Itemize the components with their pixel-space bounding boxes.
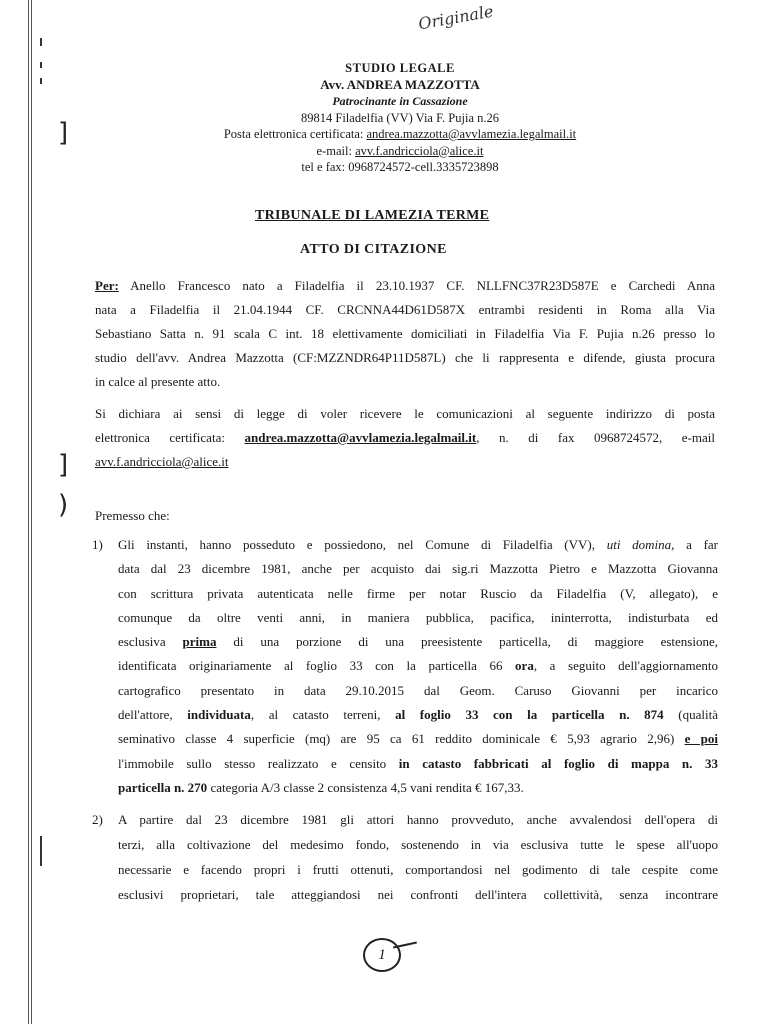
- text-line: Sebastiano Satta n. 91 scala C int. 18 elettivamente domiciliati in Filadelfia Via F. Pujia n.26 presso lo: [95, 326, 715, 341]
- text-line: [118, 727, 718, 751]
- item-number: 2): [92, 812, 103, 827]
- text-line: [95, 426, 715, 450]
- text-span: e poi: [684, 731, 718, 747]
- pec-link[interactable]: andrea.mazzotta@avvlamezia.legalmail.it: [244, 430, 477, 445]
- scan-margin-line: [28, 0, 29, 1024]
- text-line: [118, 654, 718, 678]
- margin-mark: [40, 38, 42, 46]
- text-span: Anello Francesco nato a Filadelfia il 23.10.1937 CF. NLLFNC37R23D587E e Carchedi Anna: [118, 278, 715, 293]
- text-span: al foglio 33 con la particella n. 874: [395, 707, 664, 723]
- text-span: dell'attore,: [118, 707, 188, 723]
- text-line: studio dell'avv. Andrea Mazzotta (CF:MZZNDR64P11D587L) che li rappresenta e difende, giusta procura: [95, 350, 715, 365]
- text-line: [118, 776, 718, 800]
- email-line: [150, 143, 650, 160]
- per-label: Per:: [95, 278, 119, 293]
- lawyer-role: Patrocinante in Cassazione: [332, 94, 468, 108]
- text-span: uti domina: [606, 537, 672, 552]
- court-heading: TRIBUNALE DI LAMEZIA TERME: [255, 208, 490, 223]
- numbered-item: [92, 807, 718, 907]
- email-link[interactable]: avv.f.andricciola@alice.it: [355, 143, 484, 158]
- text-line: comunque da oltre venti anni, in maniera pubblica, pacifica, ininterrotta, indisturbata ed: [118, 609, 718, 625]
- text-line: [118, 630, 718, 654]
- communications-paragraph: [95, 402, 715, 474]
- pec-link[interactable]: andrea.mazzotta@avvlamezia.legalmail.it: [366, 127, 577, 141]
- text-span: elettronica certificata:: [95, 430, 245, 445]
- text-line: data dal 23 dicembre 1981, anche per acquisto dai sig.ri Mazzotta Pietro e Mazzotta Giovanna: [118, 561, 718, 577]
- text-span: Gli instanti, hanno posseduto e possiedono, nel Comune di Filadelfia (VV),: [118, 537, 607, 552]
- text-span: individuata: [187, 707, 251, 723]
- text-line: nata a Filadelfia il 21.04.1944 CF. CRCNNA44D61D587X entrambi residenti in Roma alla Via: [95, 302, 715, 317]
- text-line: [118, 752, 718, 776]
- parties-paragraph: [95, 274, 715, 394]
- text-span: l'immobile sullo stesso realizzato e censito: [118, 755, 399, 771]
- text-span: particella n. 270: [118, 779, 208, 795]
- margin-mark: [40, 62, 42, 68]
- studio-address: 89814 Filadelfia (VV) Via F. Pujia n.26: [301, 110, 499, 125]
- lawyer-name: Avv. ANDREA MAZZOTTA: [320, 76, 480, 92]
- margin-mark: [40, 78, 42, 84]
- pec-line: [150, 126, 650, 143]
- margin-mark: [40, 836, 42, 866]
- text-line: in calce al presente atto.: [95, 374, 221, 389]
- margin-bracket: ): [58, 490, 69, 520]
- letterhead: [150, 60, 650, 176]
- text-span: esclusiva: [118, 634, 183, 650]
- text-span: , al catasto terreni,: [250, 707, 396, 723]
- page-number: 1: [363, 938, 401, 972]
- scan-margin-line: [31, 0, 32, 1024]
- text-span: di una porzione di una preesistente particella, di maggiore estensione,: [216, 634, 718, 650]
- document-title: ATTO DI CITAZIONE: [300, 242, 447, 257]
- text-span: (qualità: [663, 707, 718, 723]
- text-span: seminativo classe 4 superficie (mq) are 95 ca 61 reddito dominicale € 5,93 agrario 2,96): [118, 731, 685, 747]
- page-number-flourish: [393, 942, 417, 949]
- studio-label: STUDIO LEGALE: [345, 61, 455, 75]
- text-span: categoria A/3 classe 2 consistenza 4,5 vani rendita € 167,33.: [207, 779, 524, 795]
- text-span: , n. di fax 0968724572, e-mail: [476, 430, 715, 445]
- text-line: Si dichiara ai sensi di legge di voler ricevere le comunicazioni al seguente indirizzo di posta: [95, 406, 715, 421]
- text-line: cartografico presentato in data 29.10.2015 dal Geom. Caruso Giovanni per incarico: [118, 682, 718, 698]
- text-line: esclusivi proprietari, tale atteggiandosi nei confronti dell'intera collettività, senza incontrare: [118, 887, 718, 902]
- text-span: identificata originariamente al foglio 33 con la particella 66: [118, 658, 516, 674]
- text-span: in catasto fabbricati al foglio di mappa n. 33: [398, 755, 718, 771]
- pec-label: Posta elettronica certificata:: [223, 127, 367, 141]
- text-line: [95, 274, 715, 298]
- item-number: 1): [92, 537, 103, 552]
- text-line: [118, 703, 718, 727]
- text-line: con scrittura privata autenticata nelle firme per notar Ruscio da Filadelfia (V, allegato), e: [118, 585, 718, 601]
- margin-bracket: ]: [58, 450, 69, 480]
- text-line: A partire dal 23 dicembre 1981 gli attori hanno provveduto, anche avvalendosi dell'opera di: [118, 812, 718, 827]
- email-label: e-mail:: [316, 143, 356, 158]
- text-line: terzi, alla coltivazione del medesimo fondo, sostenendo in via esclusiva tutte le spese all'uopo: [118, 837, 718, 852]
- text-span: ora: [515, 658, 534, 674]
- text-line: [95, 450, 715, 474]
- text-span: , a far: [671, 537, 718, 552]
- text-span: , a seguito dell'aggiornamento: [533, 658, 718, 674]
- premesso-heading: Premesso che:: [95, 508, 170, 523]
- handwritten-note: Originale: [416, 1, 495, 34]
- text-line: necessarie e facendo propri i frutti ottenuti, comportandosi nel godimento di tale cespite come: [118, 862, 718, 877]
- phone-line: tel e fax: 0968724572-cell.3335723898: [301, 160, 499, 174]
- text-span: prima: [182, 634, 217, 650]
- margin-bracket: ]: [58, 118, 69, 148]
- numbered-item: [92, 533, 718, 800]
- text-line: [118, 533, 718, 557]
- email-link[interactable]: avv.f.andricciola@alice.it: [95, 454, 229, 469]
